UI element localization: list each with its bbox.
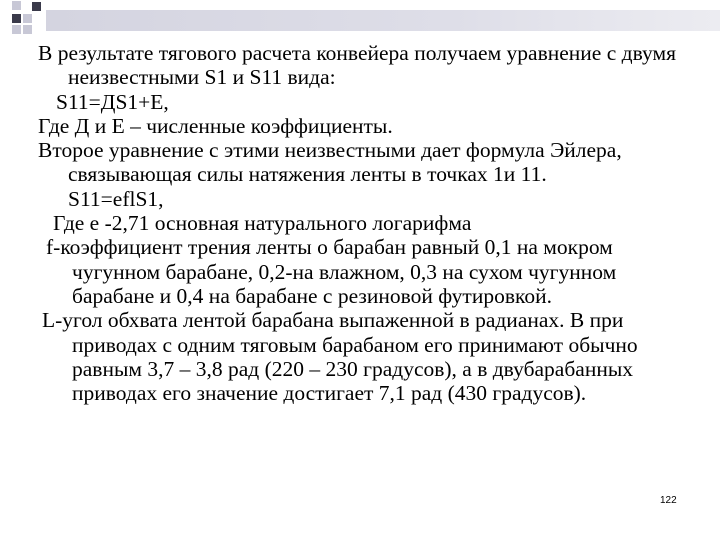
paragraph-e-definition: Где е -2,71 основная натурального логарифма xyxy=(53,211,472,236)
page-number: 122 xyxy=(660,495,677,506)
decor-square xyxy=(12,25,21,34)
paragraph-wrap-angle: L-угол обхвата лентой барабана выпаженной в радианах. В при приводах с одним тяговым барабаном его принимают обычно равным 3,7 – 3,8 рад (220 – 230 градусов), а в двубарабанных приводах его значение достигает 7,1 рад (430 градусов). xyxy=(42,308,638,406)
decor-square xyxy=(32,2,41,11)
decor-square xyxy=(12,1,21,10)
paragraph-euler: Второе уравнение с этими неизвестными дает формула Эйлера, связывающая силы натяжения ленты в точках 1и 11. xyxy=(38,138,622,187)
decor-square xyxy=(12,14,21,23)
decor-square xyxy=(23,14,32,23)
paragraph-coefficients: Где Д и Е – численные коэффициенты. xyxy=(38,113,393,138)
paragraph-intro: В результате тягового расчета конвейера получаем уравнение с двумя неизвестными S1 и S11 вида: xyxy=(38,41,676,90)
slide-body xyxy=(38,41,686,405)
paragraph-friction: f-коэффициент трения ленты о барабан равный 0,1 на мокром чугунном барабане, 0,2-на влажном, 0,3 на сухом чугунном барабане и 0,4 на барабане с резиновой футировкой. xyxy=(46,235,617,308)
equation-s11: S11=ДS1+Е, xyxy=(56,89,169,114)
decor-square xyxy=(23,25,32,34)
equation-euler: S11=eflS1, xyxy=(68,186,164,211)
header-bar xyxy=(46,10,720,31)
